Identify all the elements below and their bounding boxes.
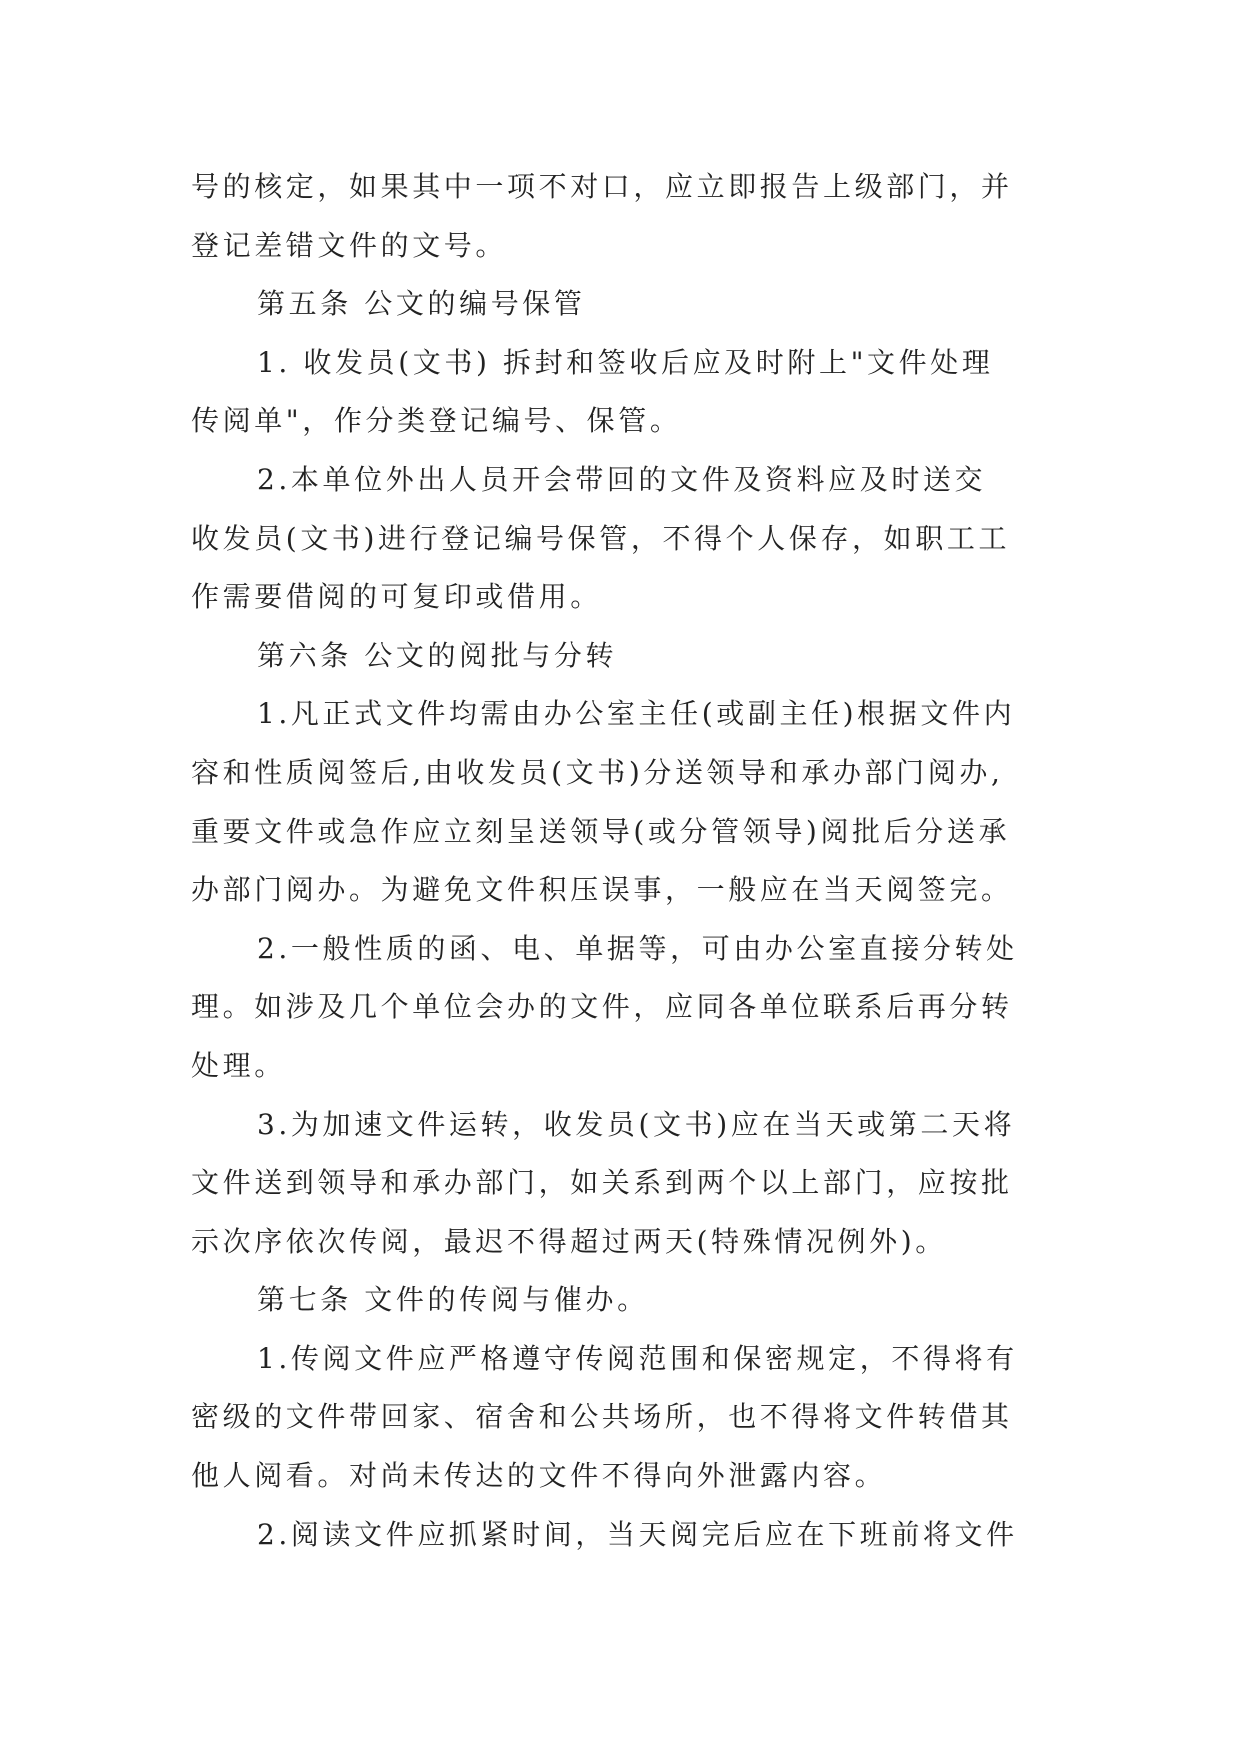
text-line: 1.传阅文件应严格遵守传阅范围和保密规定，不得将有 bbox=[257, 1341, 1018, 1375]
text-line: 2.本单位外出人员开会带回的文件及资料应及时送交 bbox=[257, 462, 987, 496]
text-line: 传阅单"，作分类登记编号、保管。 bbox=[191, 404, 682, 438]
text-line: 文件送到领导和承办部门，如关系到两个以上部门，应按批 bbox=[191, 1166, 1013, 1200]
text-line: 理。如涉及几个单位会办的文件，应同各单位联系后再分转 bbox=[191, 990, 1013, 1024]
text-line: 示次序依次传阅，最迟不得超过两天(特殊情况例外)。 bbox=[191, 1224, 947, 1258]
article-heading: 第五条 公文的编号保管 bbox=[257, 287, 586, 321]
article-heading: 第七条 文件的传阅与催办。 bbox=[257, 1283, 649, 1317]
text-line: 收发员(文书)进行登记编号保管，不得个人保存，如职工工 bbox=[191, 521, 1011, 555]
text-line: 1. 收发员(文书) 拆封和签收后应及时附上"文件处理 bbox=[257, 345, 994, 379]
text-line: 2.一般性质的函、电、单据等，可由办公室直接分转处 bbox=[257, 931, 1018, 965]
document-body bbox=[191, 158, 1051, 1564]
text-line: 1.凡正式文件均需由办公室主任(或副主任)根据文件内 bbox=[257, 697, 1016, 731]
text-line: 重要文件或急作应立刻呈送领导(或分管领导)阅批后分送承 bbox=[191, 814, 1011, 848]
text-line: 2.阅读文件应抓紧时间，当天阅完后应在下班前将文件 bbox=[257, 1517, 1018, 1551]
article-heading: 第六条 公文的阅批与分转 bbox=[257, 638, 618, 672]
text-line: 密级的文件带回家、宿舍和公共场所，也不得将文件转借其 bbox=[191, 1400, 1013, 1434]
text-line: 办部门阅办。为避免文件积压误事，一般应在当天阅签完。 bbox=[191, 873, 1013, 907]
text-line: 作需要借阅的可复印或借用。 bbox=[191, 580, 602, 614]
text-line: 号的核定，如果其中一项不对口，应立即报告上级部门，并 bbox=[191, 170, 1013, 203]
text-line: 处理。 bbox=[191, 1048, 286, 1082]
text-line: 3.为加速文件运转，收发员(文书)应在当天或第二天将 bbox=[257, 1107, 1016, 1141]
text-line: 他人阅看。对尚未传达的文件不得向外泄露内容。 bbox=[191, 1459, 887, 1493]
text-line: 容和性质阅签后,由收发员(文书)分送领导和承办部门阅办, bbox=[191, 755, 1004, 789]
text-line: 登记差错文件的文号。 bbox=[191, 228, 508, 262]
